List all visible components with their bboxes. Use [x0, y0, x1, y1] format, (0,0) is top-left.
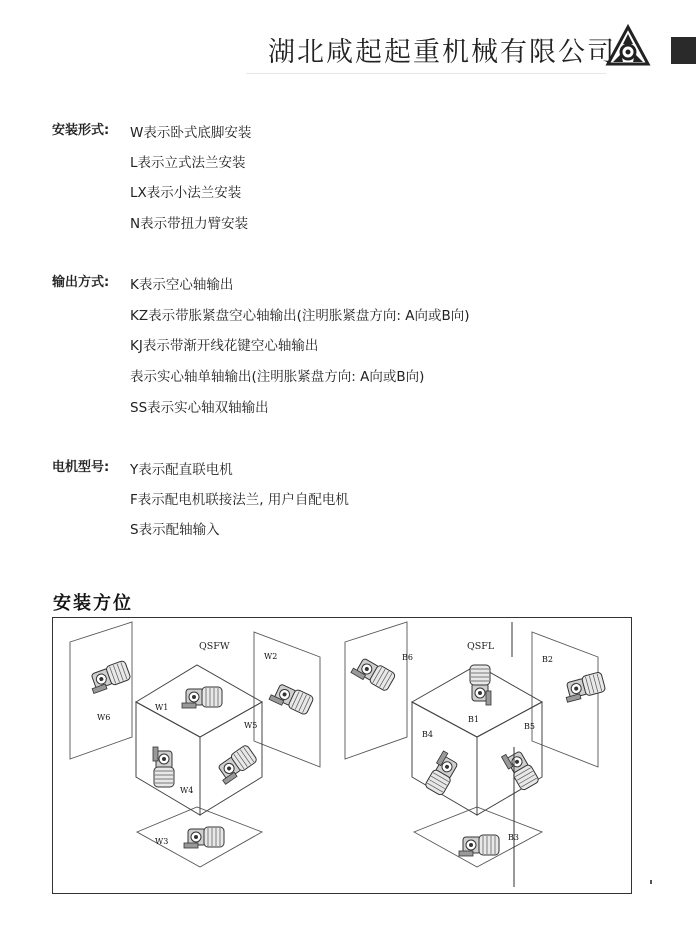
output-mode-item-solid-single: 表示实心轴单轴输出(注明胀紧盘方向: A向或B向) [130, 369, 425, 385]
install-form-item-n: N表示带扭力臂安装 [130, 216, 249, 232]
triangle-gear-logo-icon [605, 24, 651, 70]
b1-label: B1 [468, 715, 479, 724]
header-divider [246, 73, 606, 74]
output-mode-row [52, 273, 109, 292]
motor-type-row [52, 458, 109, 477]
b5-label: B5 [524, 722, 535, 731]
b6-panel [345, 622, 407, 759]
install-form-row [52, 121, 109, 140]
motor-type-label: 电机型号: [52, 460, 110, 475]
w5-label: W5 [244, 721, 258, 730]
output-mode-item-kz: KZ表示带胀紧盘空心轴输出(注明胀紧盘方向: A向或B向) [130, 308, 470, 324]
output-mode-item-ss: SS表示实心轴双轴输出 [130, 400, 269, 416]
w2-gearmotor-icon [269, 680, 314, 716]
w3-gearmotor-icon [184, 827, 224, 848]
output-mode-item-k: K表示空心轴输出 [130, 277, 234, 293]
w5-gearmotor-icon [214, 744, 259, 784]
w2-label: W2 [264, 652, 278, 661]
mounting-section-title: 安装方位 [53, 593, 133, 614]
install-form-label: 安装形式: [52, 123, 110, 138]
w1-gearmotor-icon [182, 687, 222, 708]
w3-label: W3 [155, 837, 169, 846]
motor-type-item-y: Y表示配直联电机 [130, 462, 233, 478]
install-form-item-lx: LX表示小法兰安装 [130, 185, 242, 201]
b1-gearmotor-icon [470, 665, 491, 705]
w4-label: W4 [180, 786, 194, 795]
b5-gearmotor-icon [501, 746, 539, 791]
qsfl-title: QSFL [467, 641, 495, 652]
b2-label: B2 [542, 655, 553, 664]
w4-gearmotor-icon [153, 747, 174, 787]
b2-gearmotor-icon [562, 672, 606, 703]
output-mode-label: 输出方式: [52, 275, 110, 290]
motor-type-item-f: F表示配电机联接法兰, 用户自配电机 [130, 492, 349, 508]
page-dot-marker [650, 880, 652, 884]
install-form-item-w: W表示卧式底脚安装 [130, 125, 252, 141]
b3-gearmotor-icon [459, 835, 499, 856]
w1-label: W1 [155, 703, 169, 712]
b3-label: B3 [508, 833, 519, 842]
qsfl-group [345, 622, 606, 887]
qsfw-group [70, 622, 320, 867]
company-name: 湖北咸起起重机械有限公司 [268, 37, 616, 68]
corner-tab-marker [671, 37, 696, 64]
install-form-item-l: L表示立式法兰安装 [130, 155, 246, 171]
b4-label: B4 [422, 730, 433, 739]
mounting-diagram [52, 617, 632, 894]
motor-type-item-s: S表示配轴输入 [130, 522, 220, 538]
w6-label: W6 [97, 713, 111, 722]
b6-gearmotor-icon [351, 654, 396, 692]
b4-gearmotor-icon [423, 751, 461, 796]
qsfw-title: QSFW [199, 641, 230, 652]
output-mode-item-kj: KJ表示带渐开线花键空心轴输出 [130, 338, 319, 354]
b6-label: B6 [402, 653, 413, 662]
w6-gearmotor-icon [87, 660, 132, 693]
